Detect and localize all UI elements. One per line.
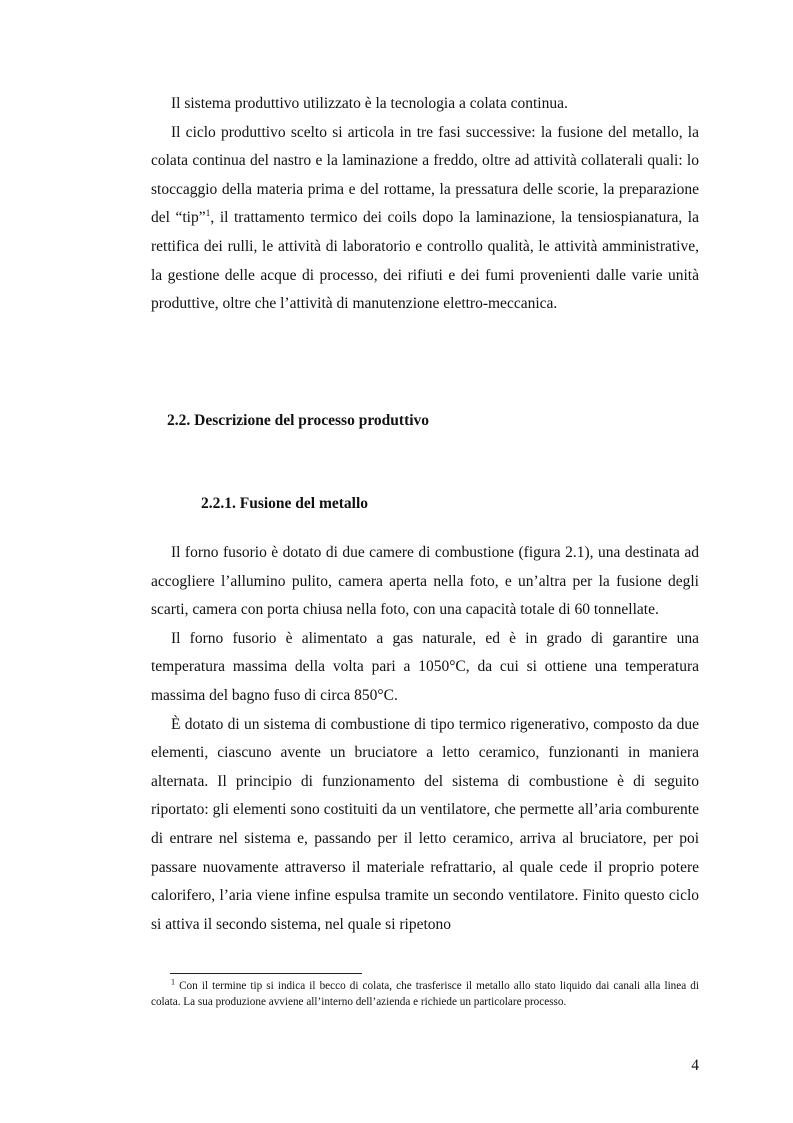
fusion-text-block xyxy=(151,539,699,939)
subsection-heading: 2.2.1. Fusione del metallo xyxy=(201,495,369,512)
fusion-paragraph-3: È dotato di un sistema di combustione di tipo termico rigenerativo, composto da due elementi, ciascuno avente un bruciatore a letto ceramico, funzionanti in maniera alternata. Il principio di funzionamento del sistema di combustione è di seguito riportato: gli elementi sono costituiti da un ventilatore, che permette all’aria comburente di entrare nel sistema e, passando per il letto ceramico, arriva al bruciatore, per poi passare nuovamente attraverso il materiale refrattario, al quale cede il proprio potere calorifero, l’aria viene infine espulsa tramite un secondo ventilatore. Finito questo ciclo si attiva il secondo sistema, nel quale si ripetono xyxy=(151,715,699,933)
footnote-reference[interactable]: 1 xyxy=(205,209,211,220)
intro-paragraph-2 xyxy=(151,119,699,319)
intro-paragraph-1: Il sistema produttivo utilizzato è la tecnologia a colata continua. xyxy=(171,95,568,112)
footnote xyxy=(151,979,699,1010)
page-number: 4 xyxy=(691,1057,699,1074)
footnote-divider xyxy=(170,973,362,974)
footnote-marker: 1 xyxy=(171,977,175,987)
footnote-text: Con il termine tip si indica il becco di colata, che trasferisce il metallo allo stato liquido dai canali alla linea di colata. La sua produzione avviene all’interno dell’azienda e richiede un particolare processo. xyxy=(151,980,699,1008)
intro-paragraph-2-part-a: Il ciclo produttivo scelto si articola in tre fasi successive: la fusione del metallo, la colata continua del nastro e la laminazione a freddo, oltre ad attività collaterali quali: lo stoccaggio della materia prima e del rottame, la pressatura delle scorie, la preparazione del “tip” xyxy=(151,123,699,227)
fusion-paragraph-2: Il forno fusorio è alimentato a gas naturale, ed è in grado di garantire una temperatura massima della volta pari a 1050°C, da cui si ottiene una temperatura massima del bagno fuso di circa 850°C. xyxy=(151,629,699,704)
section-heading: 2.2. Descrizione del processo produttivo xyxy=(167,412,430,429)
intro-paragraph-2-part-b: , il trattamento termico dei coils dopo la laminazione, la tensiospianatura, la rettifica dei rulli, le attività di laboratorio e controllo qualità, le attività amministrative, la gestione delle acque di processo, dei rifiuti e dei fumi provenienti dalle varie unità produttive, oltre che l’attività di manutenzione elettro-meccanica. xyxy=(151,209,699,313)
fusion-paragraph-1: Il forno fusorio è dotato di due camere di combustione (figura 2.1), una destinata ad accogliere l’allumino pulito, camera aperta nella foto, e un’altra per la fusione degli scarti, camera con porta chiusa nella foto, con una capacità totale di 60 tonnellate. xyxy=(151,544,699,619)
intro-text-block xyxy=(151,90,699,319)
